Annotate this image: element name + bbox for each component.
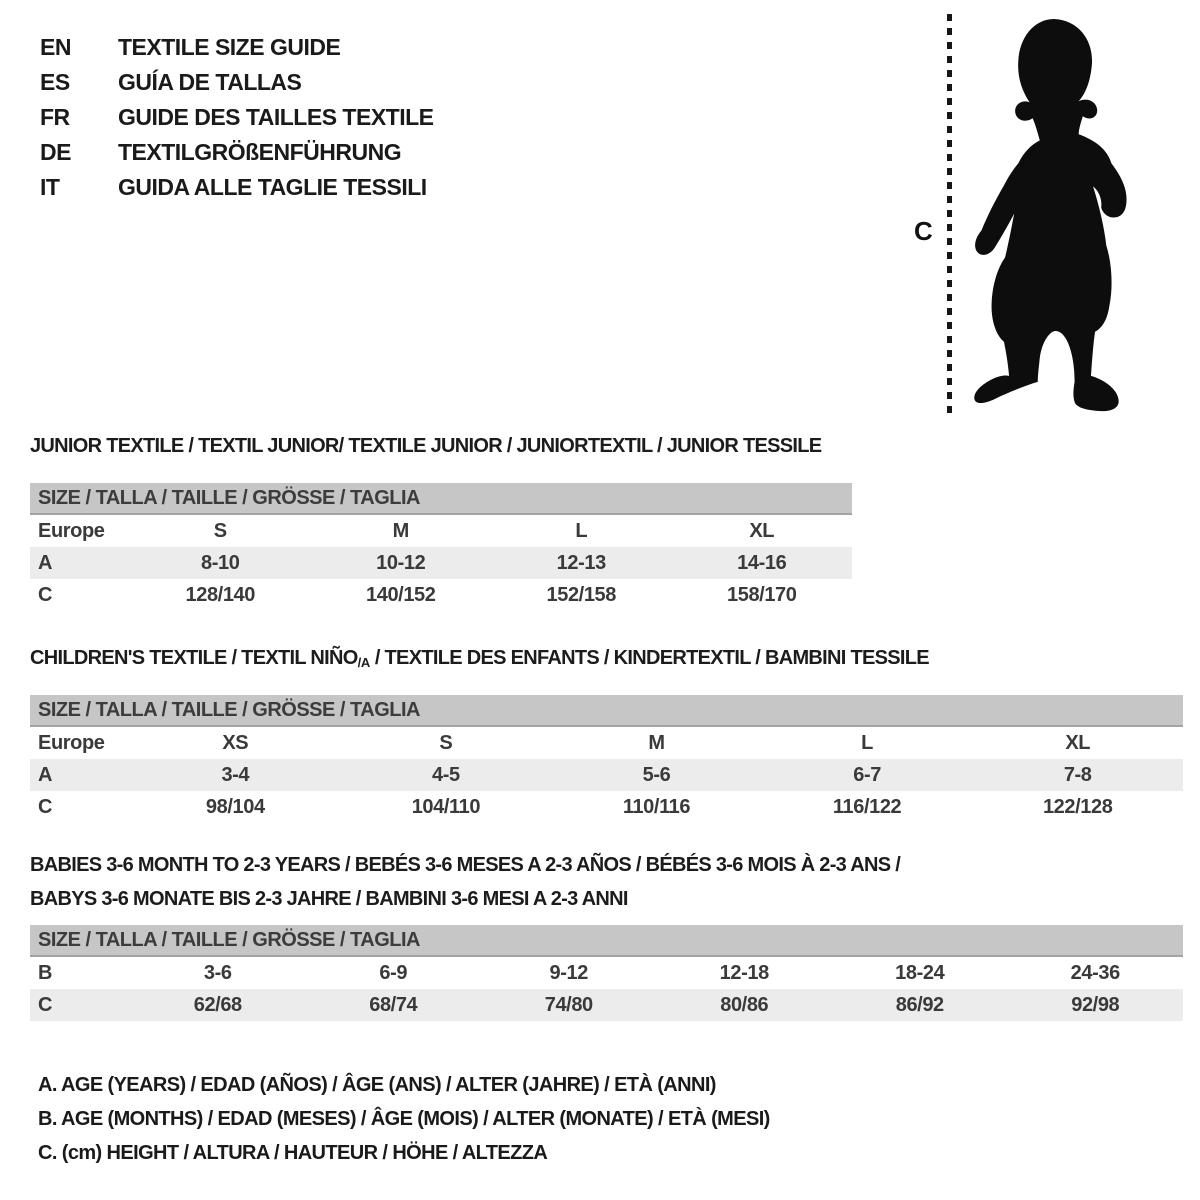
- size-value: 122/128: [1042, 795, 1113, 818]
- size-value: 12-18: [719, 961, 769, 984]
- section-childrens-textile: [30, 646, 1183, 823]
- language-guide-title: GUÍA DE TALLAS: [118, 69, 302, 95]
- language-row: [40, 135, 434, 170]
- toddler-silhouette-image: [962, 13, 1136, 419]
- language-guide-title: GUIDE DES TAILLES TEXTILE: [118, 104, 434, 130]
- size-header-bar-babies: SIZE / TALLA / TAILLE / GRÖSSE / TAGLIA: [30, 925, 1183, 957]
- size-value: 6-7: [853, 763, 881, 786]
- title-subscript: /A: [357, 655, 370, 670]
- size-table-junior: [30, 515, 852, 611]
- legend-line: A. AGE (YEARS) / EDAD (AÑOS) / ÂGE (ANS) / ALTER (JAHRE) / ETÀ (ANNI): [38, 1074, 716, 1096]
- table-row: [30, 579, 852, 611]
- row-label: B: [38, 961, 53, 984]
- size-value: 86/92: [895, 993, 944, 1016]
- size-value: 5-6: [642, 763, 671, 786]
- language-guide-title: TEXTILGRÖßENFÜHRUNG: [118, 139, 402, 165]
- language-guide-title: TEXTILE SIZE GUIDE: [118, 34, 341, 60]
- table-row: [30, 547, 852, 579]
- title-line-2: BABYS 3-6 MONATE BIS 2-3 JAHRE / BAMBINI 3-6 MESI A 2-3 ANNI: [30, 888, 628, 910]
- language-code: DE: [40, 139, 71, 165]
- table-row: [30, 515, 852, 547]
- legend-line: B. AGE (MONTHS) / EDAD (MESES) / ÂGE (MOIS) / ALTER (MONATE) / ETÀ (MESI): [38, 1108, 770, 1130]
- row-label: Europe: [38, 519, 105, 542]
- size-value: 18-24: [895, 961, 945, 984]
- language-guide-title: GUIDA ALLE TAGLIE TESSILI: [118, 174, 427, 200]
- language-code: FR: [40, 104, 70, 130]
- size-value: 158/170: [727, 583, 797, 606]
- size-value: M: [648, 731, 665, 754]
- size-value: 24-36: [1070, 961, 1120, 984]
- table-row: [30, 727, 1183, 759]
- table-row: [30, 759, 1183, 791]
- size-value: 8-10: [201, 551, 240, 574]
- language-title-list: [40, 30, 434, 205]
- size-value: 128/140: [185, 583, 255, 606]
- size-value: XL: [749, 519, 775, 542]
- language-code: EN: [40, 34, 71, 60]
- title-text: CHILDREN'S TEXTILE / TEXTIL NIÑO: [30, 647, 358, 669]
- size-value: 80/86: [720, 993, 769, 1016]
- size-value: 3-4: [221, 763, 250, 786]
- section-junior-textile: [30, 434, 852, 611]
- size-value: XL: [1065, 731, 1091, 754]
- size-value: S: [213, 519, 227, 542]
- size-value: 68/74: [369, 993, 418, 1016]
- size-value: 3-6: [203, 961, 232, 984]
- measurement-legend: [38, 1068, 770, 1170]
- language-row: [40, 170, 434, 205]
- size-value: 104/110: [411, 795, 481, 818]
- row-label: C: [38, 993, 53, 1016]
- size-value: 4-5: [432, 763, 460, 786]
- size-value: 10-12: [376, 551, 426, 574]
- size-value: 92/98: [1071, 993, 1120, 1016]
- size-value: 14-16: [737, 551, 787, 574]
- language-row: [40, 30, 434, 65]
- table-row: [30, 989, 1183, 1021]
- row-label: A: [38, 551, 53, 574]
- section-title-babies: [30, 848, 1183, 916]
- size-value: 110/116: [622, 795, 691, 818]
- row-label: A: [38, 763, 53, 786]
- size-value: M: [392, 519, 409, 542]
- height-measure-label: C: [914, 216, 933, 246]
- size-header-bar-children: SIZE / TALLA / TAILLE / GRÖSSE / TAGLIA: [30, 695, 1183, 727]
- row-label: Europe: [38, 731, 105, 754]
- table-row: [30, 957, 1183, 989]
- size-value: L: [575, 519, 588, 542]
- size-value: 74/80: [544, 993, 593, 1016]
- language-row: [40, 65, 434, 100]
- size-table-children: [30, 727, 1183, 823]
- section-babies-textile: [30, 848, 1183, 1021]
- size-value: 6-9: [379, 961, 408, 984]
- size-value: XS: [222, 731, 249, 754]
- size-value: 62/68: [193, 993, 242, 1016]
- size-table-babies: [30, 957, 1183, 1021]
- size-value: 9-12: [549, 961, 588, 984]
- size-value: 7-8: [1063, 763, 1092, 786]
- section-title-children: [30, 646, 1183, 672]
- size-value: 98/104: [205, 795, 265, 818]
- row-label: C: [38, 583, 53, 606]
- title-line-1: BABIES 3-6 MONTH TO 2-3 YEARS / BEBÉS 3-6 MESES A 2-3 AÑOS / BÉBÉS 3-6 MOIS À 2-3 ANS /: [30, 854, 901, 876]
- height-measure-dashed-line: [947, 14, 952, 416]
- size-value: L: [861, 731, 873, 754]
- size-value: 12-13: [556, 551, 606, 574]
- section-title-junior: JUNIOR TEXTILE / TEXTIL JUNIOR/ TEXTILE JUNIOR / JUNIORTEXTIL / JUNIOR TESSILE: [30, 435, 822, 457]
- table-row: [30, 791, 1183, 823]
- language-row: [40, 100, 434, 135]
- language-code: IT: [40, 174, 60, 200]
- size-value: 140/152: [366, 583, 436, 606]
- size-header-bar-junior: SIZE / TALLA / TAILLE / GRÖSSE / TAGLIA: [30, 483, 852, 515]
- title-text: / TEXTILE DES ENFANTS / KINDERTEXTIL / BAMBINI TESSILE: [369, 647, 929, 669]
- language-code: ES: [40, 69, 70, 95]
- size-value: 152/158: [546, 583, 616, 606]
- legend-line: C. (cm) HEIGHT / ALTURA / HAUTEUR / HÖHE / ALTEZZA: [38, 1142, 548, 1164]
- size-value: S: [439, 731, 453, 754]
- row-label: C: [38, 795, 53, 818]
- size-value: 116/122: [832, 795, 902, 818]
